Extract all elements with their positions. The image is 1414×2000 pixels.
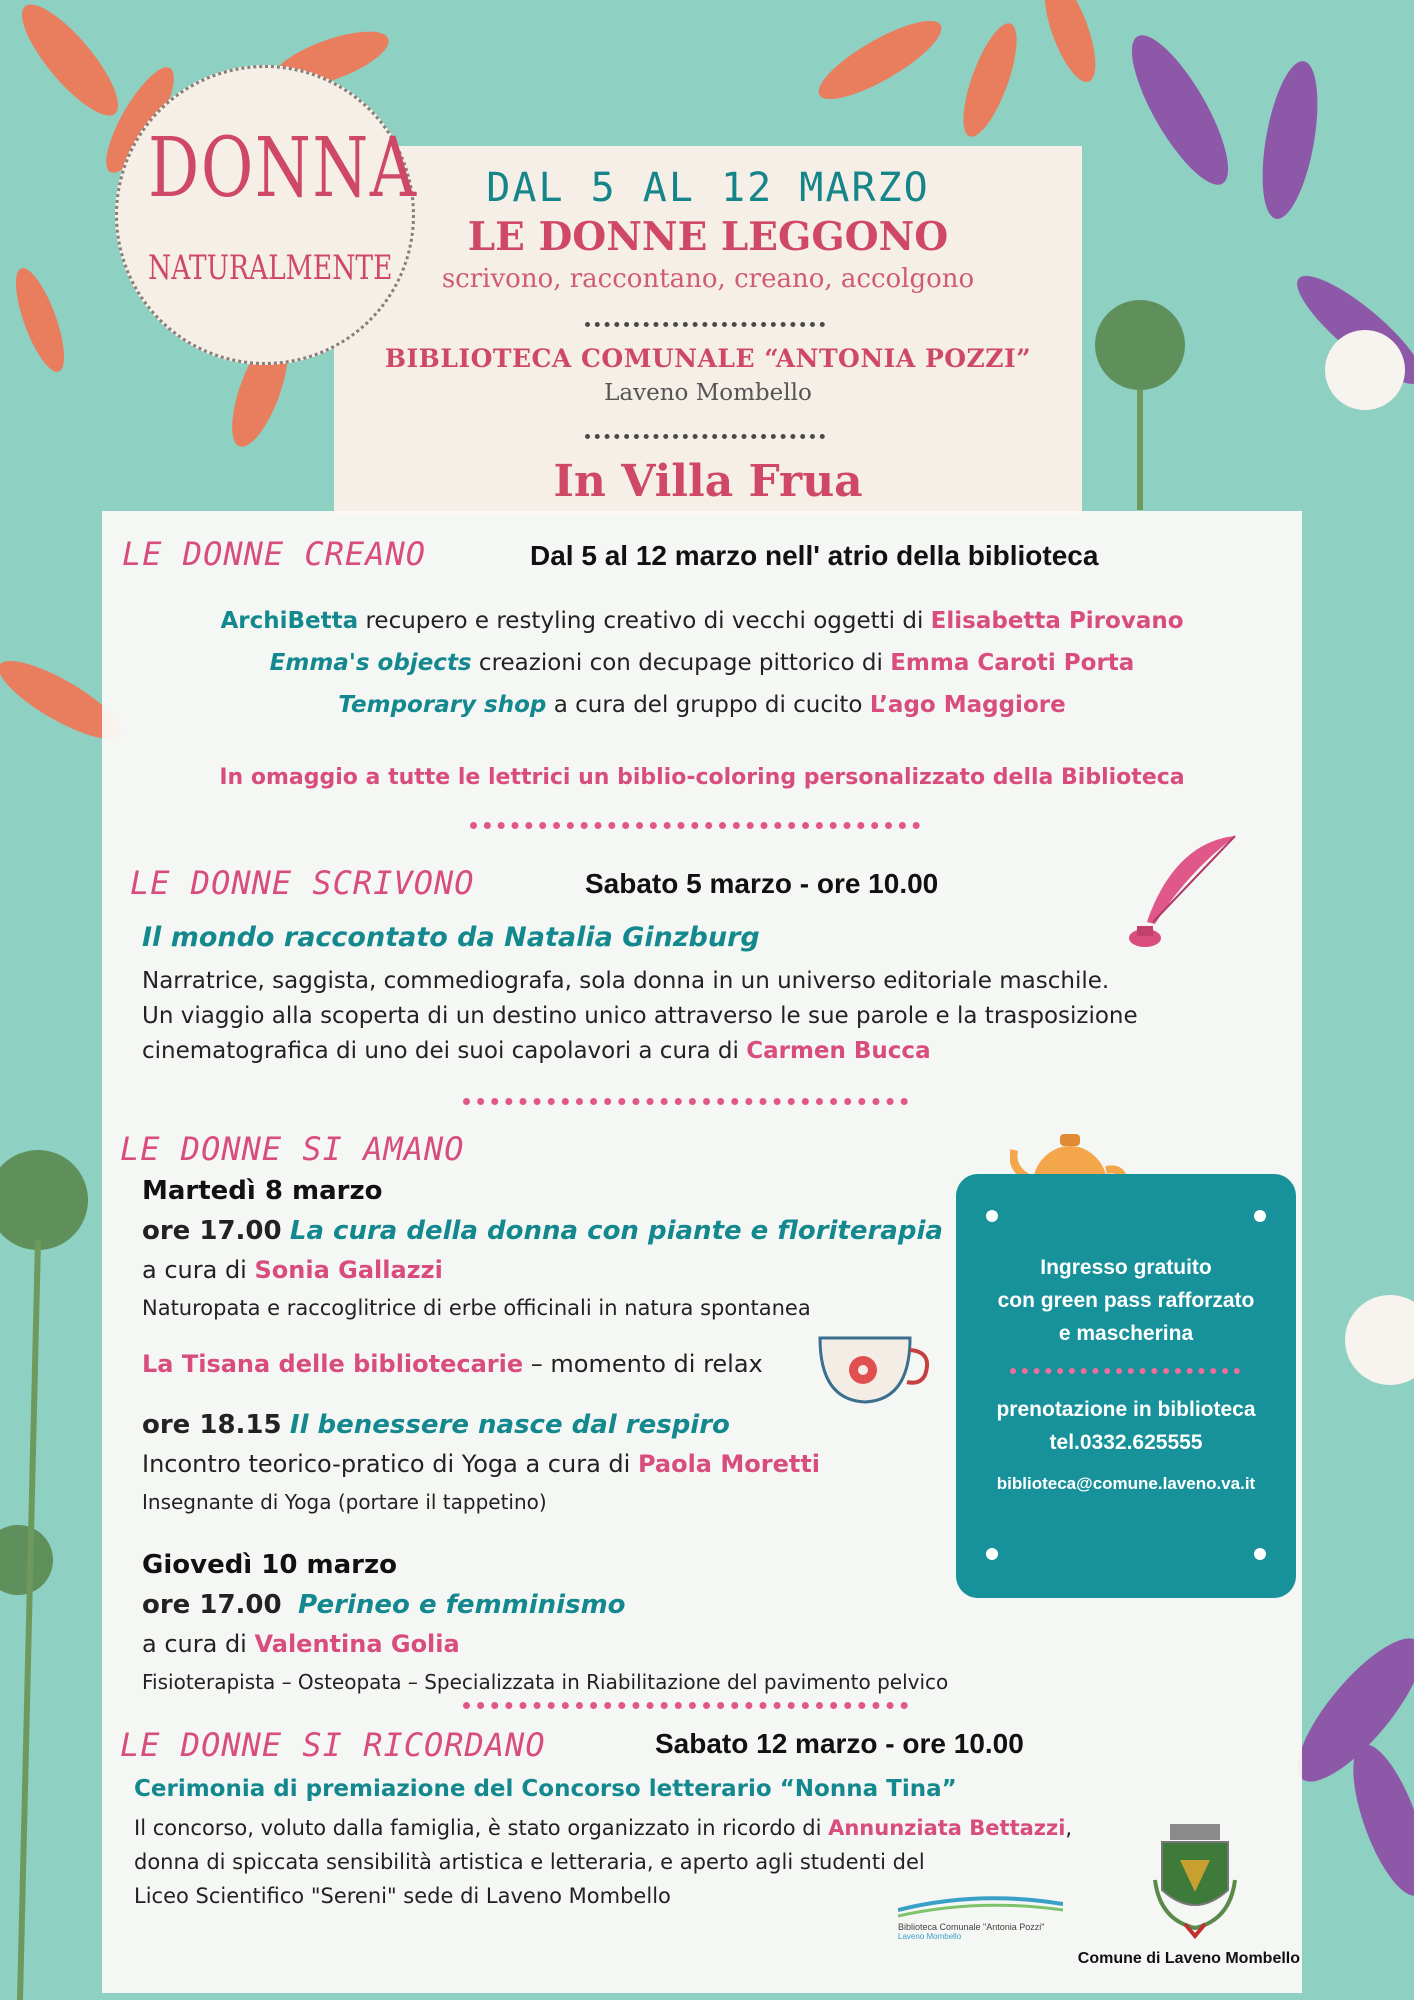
ricordano-desc-line	[134, 1816, 1072, 1840]
section-heading-ricordano: LE DONNE SI RICORDANO	[120, 1726, 546, 1764]
ricordano-desc-end: ,	[1065, 1816, 1073, 1840]
ricordano-desc-line: donna di spiccata sensibilità artistica e letteraria, e aperto agli studenti del	[134, 1850, 925, 1874]
creano-item-name: Temporary shop	[338, 692, 547, 718]
badge-subtitle: NATURALMENTE	[148, 248, 393, 288]
scrivono-desc-line: Narratrice, saggista, commediografa, sola donna in un universo editoriale maschile.	[142, 968, 1110, 994]
amano-event	[142, 1590, 626, 1620]
creano-item	[102, 650, 1302, 676]
teacup-icon	[815, 1330, 935, 1408]
divider-dots	[463, 1702, 908, 1709]
amano-by	[142, 1630, 460, 1658]
amano-event-title: Il benessere nasce dal respiro	[289, 1410, 730, 1440]
divider-dots	[463, 1098, 908, 1105]
amano-day: Martedì 8 marzo	[142, 1176, 383, 1206]
ricordano-author: Annunziata Bettazzi	[828, 1816, 1066, 1840]
creano-item-author: L’ago Maggiore	[869, 692, 1066, 718]
amano-desc	[142, 1450, 820, 1478]
scrivono-author: Carmen Bucca	[746, 1038, 931, 1064]
amano-desc: Naturopata e raccoglitrice di erbe officinali in natura spontanea	[142, 1296, 811, 1320]
scrivono-desc-line: Un viaggio alla scoperta di un destino unico attraverso le sue parole e la trasposizione	[142, 1003, 1138, 1029]
amano-event	[142, 1410, 730, 1440]
section-heading-creano: LE DONNE CREANO	[122, 535, 426, 573]
by-prefix: a cura di	[142, 1256, 255, 1284]
scrivono-desc-line	[142, 1038, 931, 1064]
event-title: LE DONNE LEGGONO	[467, 214, 949, 260]
creano-item	[102, 608, 1302, 634]
library-town: Laveno Mombello	[604, 380, 812, 406]
event-dates: DAL 5 AL 12 MARZO	[486, 165, 930, 211]
scrivono-desc-text: cinematografica di uno dei suoi capolavori a cura di	[142, 1038, 747, 1064]
badge-title: DONNA	[148, 121, 418, 216]
info-booking: prenotazione in biblioteca	[996, 1398, 1256, 1421]
info-mask: e mascherina	[1058, 1322, 1194, 1345]
amano-note: Insegnante di Yoga (portare il tappetino)	[142, 1490, 547, 1514]
venue: In Villa Frua	[553, 456, 863, 507]
creano-item-desc: creazioni con decupage pittorico di	[471, 650, 891, 676]
amano-desc-text: Incontro teorico-pratico di Yoga a cura di	[142, 1450, 638, 1478]
amano-event-title: La cura della donna con piante e floriterapia	[289, 1216, 943, 1246]
ricordano-title: Cerimonia di premiazione del Concorso letterario “Nonna Tina”	[134, 1776, 957, 1802]
creano-item	[102, 692, 1302, 718]
quill-pen-icon	[1125, 830, 1245, 955]
amano-author: Paola Moretti	[637, 1450, 821, 1478]
section-heading-amano: LE DONNE SI AMANO	[120, 1130, 465, 1168]
divider-dots	[1010, 1368, 1240, 1374]
tisana	[142, 1350, 763, 1378]
tisana-desc: – momento di relax	[523, 1350, 763, 1378]
amano-day: Giovedì 10 marzo	[142, 1550, 397, 1580]
ricordano-desc-line: Liceo Scientifico "Sereni" sede di Laveno Mombello	[134, 1884, 671, 1908]
info-box	[956, 1174, 1296, 1598]
info-phone: tel.0332.625555	[1049, 1431, 1203, 1454]
section-heading-scrivono: LE DONNE SCRIVONO	[130, 864, 475, 902]
amano-author: Sonia Gallazzi	[254, 1256, 443, 1284]
ricordano-when: Sabato 12 marzo - ore 10.00	[655, 1728, 1024, 1759]
scrivono-when: Sabato 5 marzo - ore 10.00	[585, 868, 939, 899]
creano-item-desc: recupero e restyling creativo di vecchi oggetti di	[358, 608, 931, 634]
divider	[585, 434, 825, 439]
info-greenpass: con green pass rafforzato	[997, 1289, 1255, 1312]
divider-dots	[470, 822, 920, 829]
ricordano-desc-text: Il concorso, voluto dalla famiglia, è stato organizzato in ricordo di	[134, 1816, 829, 1840]
amano-time: ore 17.00	[142, 1216, 282, 1246]
amano-author: Valentina Golia	[254, 1630, 460, 1658]
library-logo-text	[898, 1922, 1068, 1941]
creano-item-name: Emma's objects	[269, 650, 472, 676]
scrivono-title: Il mondo raccontato da Natalia Ginzburg	[142, 922, 760, 953]
amano-time: ore 18.15	[142, 1410, 282, 1440]
library-logo-sub: Laveno Mombello	[898, 1932, 962, 1941]
divider	[585, 322, 825, 327]
tisana-title: La Tisana delle bibliotecarie	[142, 1350, 524, 1378]
library-logo-icon	[898, 1890, 1063, 1920]
creano-gift: In omaggio a tutte le lettrici un biblio-coloring personalizzato della Biblioteca	[219, 765, 1185, 790]
comune-label: Comune di Laveno Mombello	[1077, 1950, 1300, 1967]
amano-event	[142, 1216, 943, 1246]
amano-time: ore 17.00	[142, 1590, 282, 1620]
creano-item-author: Emma Caroti Porta	[890, 650, 1135, 676]
info-email: biblioteca@comune.laveno.va.it	[996, 1474, 1256, 1493]
event-subtitle: scrivono, raccontano, creano, accolgono	[441, 264, 975, 294]
amano-event-title: Perineo e femminismo	[298, 1590, 626, 1620]
coat-of-arms-icon	[1150, 1820, 1240, 1940]
creano-item-name: ArchiBetta	[220, 608, 359, 634]
creano-item-author: Elisabetta Pirovano	[930, 608, 1184, 634]
info-entry: Ingresso gratuito	[1040, 1256, 1212, 1279]
amano-desc: Fisioterapista – Osteopata – Specializzata in Riabilitazione del pavimento pelvico	[142, 1670, 949, 1694]
library-logo-name: Biblioteca Comunale "Antonia Pozzi"	[898, 1922, 1045, 1932]
creano-when: Dal 5 al 12 marzo nell' atrio della biblioteca	[530, 540, 1099, 571]
creano-item-desc: a cura del gruppo di cucito	[546, 692, 870, 718]
amano-by	[142, 1256, 443, 1284]
library-name: BIBLIOTECA COMUNALE “ANTONIA POZZI”	[384, 344, 1032, 373]
by-prefix: a cura di	[142, 1630, 255, 1658]
